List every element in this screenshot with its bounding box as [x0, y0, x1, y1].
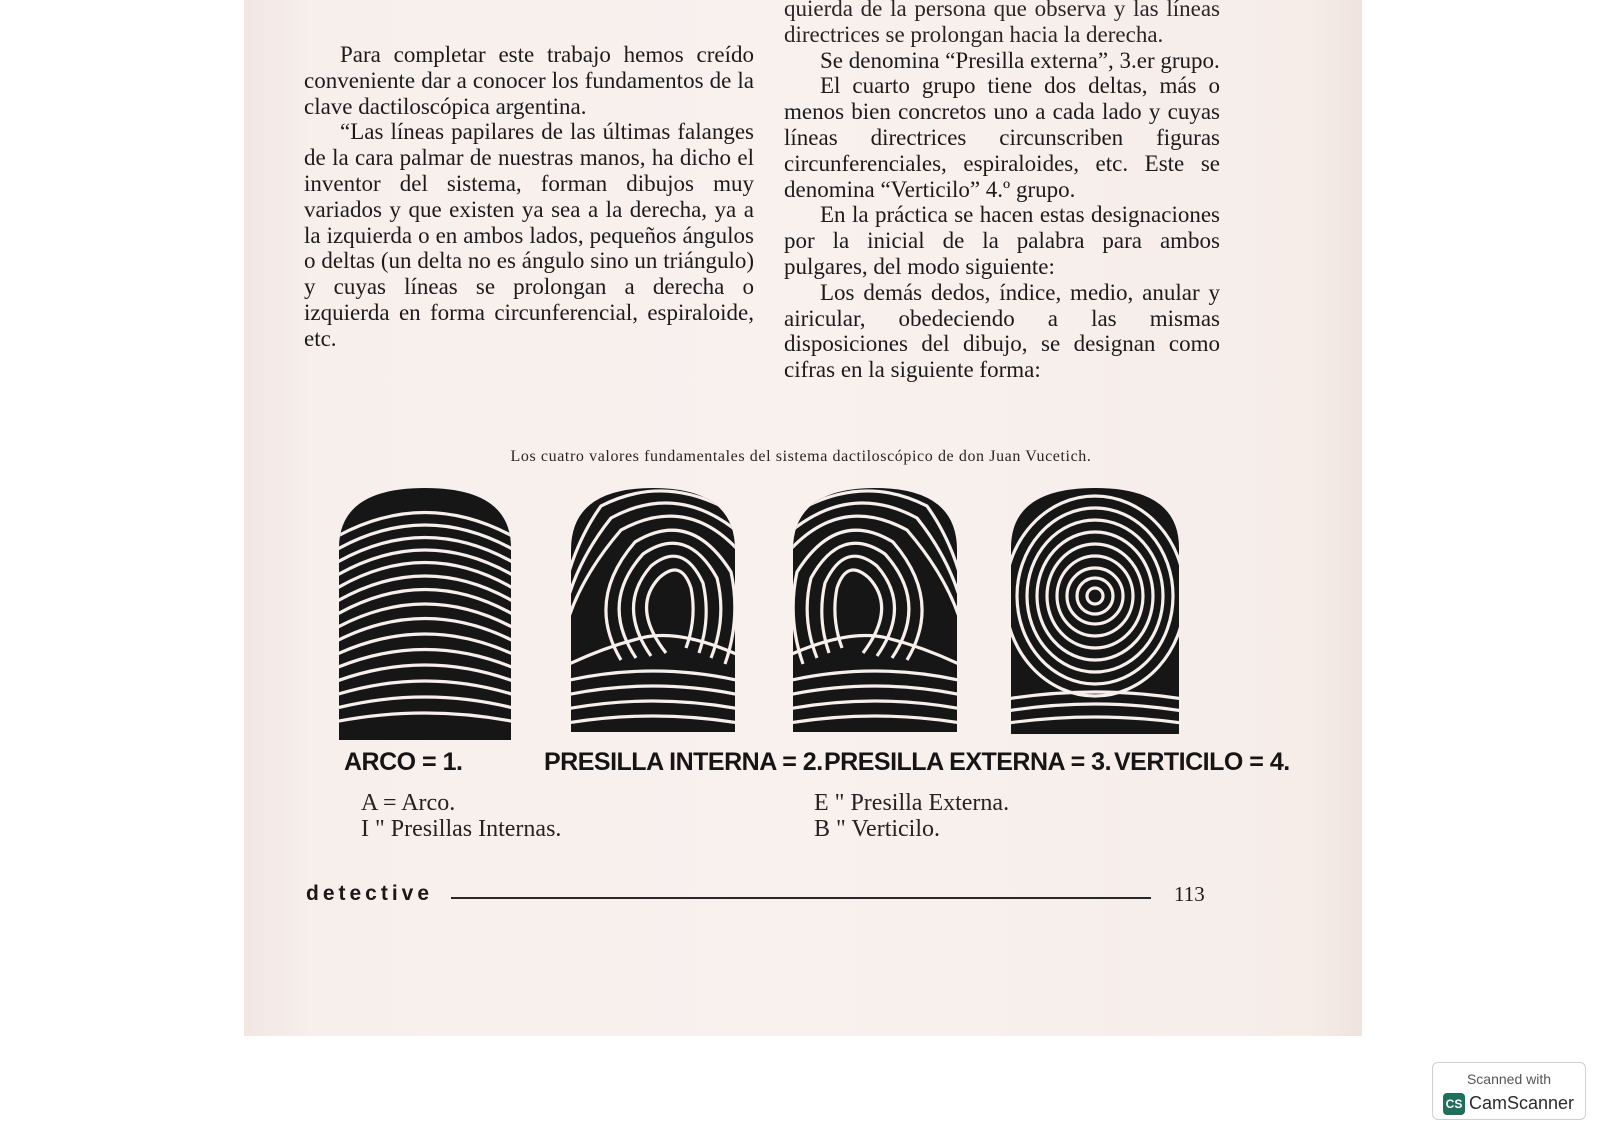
magazine-title: detective — [306, 882, 434, 905]
watermark-text: Scanned with — [1466, 1071, 1552, 1087]
fingerprint-arch-image — [339, 488, 511, 740]
page-footer — [306, 882, 1266, 912]
label-presilla-interna: PRESILLA INTERNA = 2. — [544, 748, 823, 776]
camscanner-watermark — [1432, 1062, 1586, 1120]
page-number: 113 — [1174, 882, 1205, 906]
fingerprint-inner-loop-image — [571, 488, 735, 740]
fingerprint-figure — [339, 488, 1339, 738]
paragraph: quierda de la persona que observa y las líneas directrices se prolongan hacia la derecha. — [784, 0, 1220, 47]
legend-left — [361, 790, 561, 842]
footer-rule — [451, 897, 1151, 899]
figure-labels — [344, 748, 1344, 788]
label-verticilo: VERTICILO = 4. — [1114, 748, 1290, 776]
paragraph: Para completar este trabajo hemos creído conveniente dar a conocer los fundamentos de la clave dactiloscópica argentina. — [304, 42, 754, 119]
label-arco: ARCO = 1. — [344, 748, 463, 776]
label-presilla-externa: PRESILLA EXTERNA = 3. — [824, 748, 1112, 776]
fingerprint-outer-loop-image — [793, 488, 957, 740]
paragraph: En la práctica se hacen estas designaciones por la inicial de la palabra para ambos pulgares, del modo siguiente: — [784, 202, 1220, 279]
fingerprint-whorl-image — [1011, 488, 1179, 740]
paragraph: Se denomina “Presilla externa”, 3.er grupo. — [820, 47, 1220, 73]
paragraph: Los demás dedos, índice, medio, anular y airicular, obedeciendo a las mismas disposiciones del dibujo, se designan como cifras en la siguiente forma: — [784, 279, 1220, 383]
left-text-column — [304, 42, 754, 352]
legend-row: B " Verticilo. — [814, 816, 941, 842]
right-text-column — [784, 0, 1220, 383]
paragraph: “Las líneas papilares de las últimas falanges de la cara palmar de nuestras manos, ha dicho el inventor del sistema, forman dibujos muy variados y que existen ya sea a la derecha, ya a la izquierda o en ambos lados, pequeños ángulos o deltas (un delta no es ángulo sino un triángulo) y cuyas líneas se prolongan a derecha o izquierda en forma circunferencial, espiraloide, etc. — [304, 119, 754, 351]
camscanner-logo-icon: CS — [1443, 1093, 1465, 1115]
magazine-page — [244, 0, 1362, 1036]
paragraph: El cuarto grupo tiene dos deltas, más o menos bien concretos uno a cada lado y cuyas líneas directrices circunscriben figuras circunferenciales, espiraloides, etc. Este se denomina “Verticilo” 4.º grupo. — [784, 73, 1220, 202]
figure-caption: Los cuatro valores fundamentales del sistema dactiloscópico de don Juan Vucetich. — [510, 448, 1092, 465]
legend-row: I " Presillas Internas. — [361, 816, 562, 842]
legend-right — [814, 790, 1009, 842]
legend-row: A = Arco. — [361, 790, 456, 816]
legend-row: E " Presilla Externa. — [814, 790, 1010, 816]
watermark-app-name: CamScanner — [1469, 1093, 1575, 1113]
